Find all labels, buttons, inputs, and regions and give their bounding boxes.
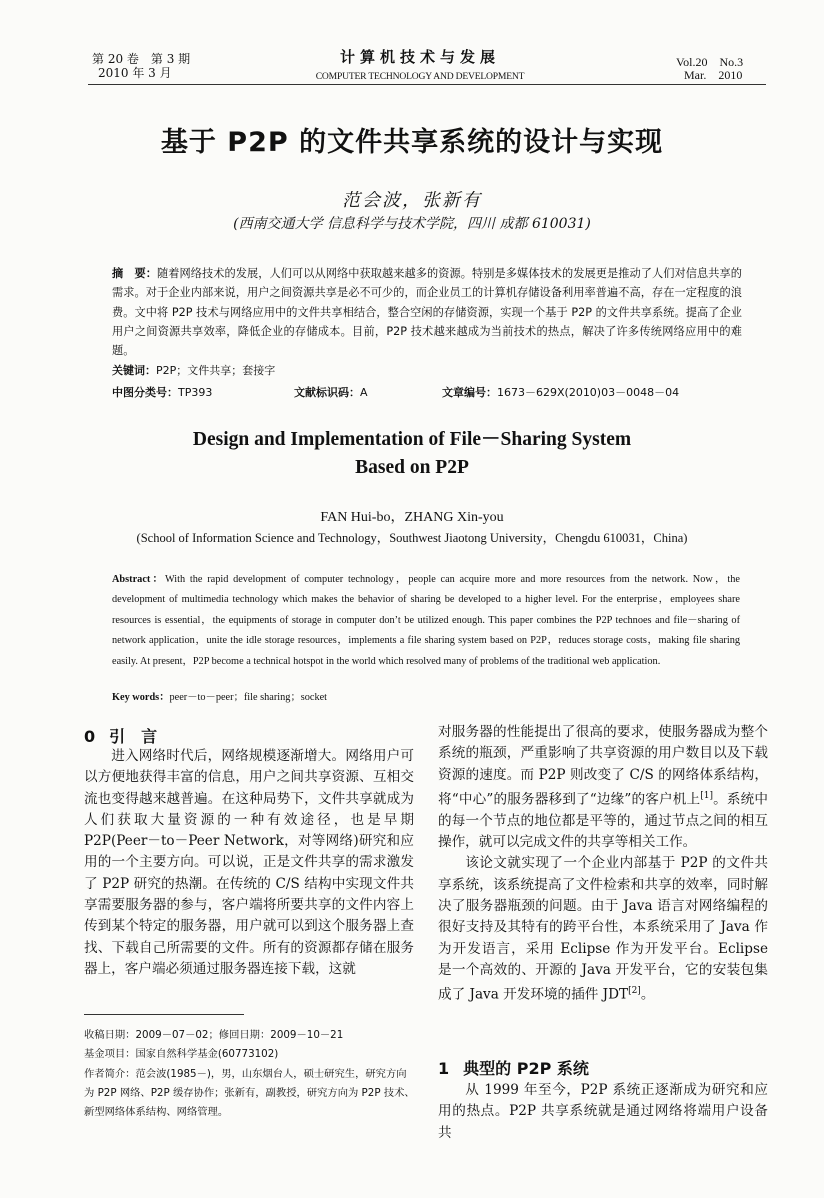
paragraph-text: 对服务器的性能提出了很高的要求，使服务器成为整个系统的瓶颈，严重影响了共享资源的用户数目以及下载资源的速度。而 P2P 则改变了 C/S 的网络体系结构，将“中心”的服务器移到了“边缘”的客户机上 — [438, 724, 768, 808]
affiliation-en: (School of Information Science and Technology，Southwest Jiaotong University，Chengdu 610031，China) — [136, 531, 688, 545]
paragraph-text: 该论文就实现了一个企业内部基于 P2P 的文件共享系统，该系统提高了文件检索和共享的效率，同时解决了服务器瓶颈的问题。由于 Java 语言对网络编程的很好支持及其特有的跨平台性，本系统采用了 Java 作为开发语言，采用 Eclipse 作为开发平台。Eclipse 是一个高效的、开源的 Java 开发平台，它的安装包集成了 Java 开发环境的插件 JDT — [438, 855, 768, 1003]
article-label: 文章编号： — [442, 386, 497, 399]
paragraph-text: 。系统中的每一个节点的地位都是平等的，通过节点之间的相互操作，就可以完成文件的共享等相关工作。 — [438, 791, 769, 851]
keywords-en — [112, 688, 327, 703]
volume-issue-en: Vol.20 No.3 — [676, 55, 744, 69]
keywords-cn-label: 关键词： — [112, 364, 156, 377]
authors-en: FAN Hui-bo，ZHANG Xin-you — [320, 510, 504, 525]
abstract-en — [112, 570, 740, 672]
affiliation-cn: (西南交通大学 信息科学与技术学院，四川 成都 610031) — [233, 216, 591, 232]
footnote-fund: 基金项目：国家自然科学基金(60773102) — [84, 1048, 279, 1061]
body-paragraph: 从 1999 年至今，P2P 系统正逐渐成为研究和应用的热点。P2P 共享系统就是通过网络将端用户设备共 — [438, 1082, 768, 1141]
abstract-en-text: With the rapid development of computer technology，people can acquire more and more resources from the network. Now，the development of multimedia technology which makes the behavior of sharing be developed to a higher level. For the enterprise，employees share resources is essential，the equipments of storage in computer don’t be utilized enough. This paper combines the P2P technoes and file－sharing of network application，unite the idle storage resources，implements a file sharing system based on P2P，reduces storage costs，making file sharing easily. At present，P2P become a technical hotspot in the world which resolved many of problems of the traditional web application. — [112, 574, 740, 667]
title-en-line2: Based on P2P — [355, 457, 469, 478]
keywords-cn-text: P2P；文件共享；套接字 — [156, 364, 276, 377]
journal-title — [300, 46, 540, 82]
paper-title-en — [60, 426, 764, 482]
document-code — [294, 384, 368, 400]
abstract-cn-text: 随着网络技术的发展，人们可以从网络中获取越来越多的资源。特别是多媒体技术的发展更是推动了人们对信息共享的需求。对于企业内部来说，用户之间资源共享是必不可少的，而企业员工的计算机存储设备利用率普遍不高，存在一定程度的浪费。文中将 P2P 技术与网络应用中的文件共享相结合，整合空闲的存储资源，实现一个基于 P2P 的文件共享系统。提高了企业用户之间资源共享效率，降低企业的存储成本。目前，P2P 技术越来越成为当前技术的热点，解决了许多传统网络应用中的难题。 — [112, 267, 742, 358]
article-number — [442, 384, 679, 400]
abstract-en-label: Abstract： — [112, 574, 165, 585]
footnote-bio: 新型网络体系结构、网络管理。 — [84, 1106, 229, 1119]
keywords-en-text: peer－to－peer；file sharing；socket — [169, 692, 328, 703]
section1-body — [438, 1080, 768, 1144]
title-en-line1: Design and Implementation of File－Sharing System — [192, 429, 632, 450]
footnote-received: 收稿日期：2009－07－02；修回日期：2009－10－21 — [84, 1029, 344, 1041]
authors-cn: 范会波，张新有 — [342, 190, 482, 211]
body-paragraph — [438, 853, 768, 1006]
header-divider — [88, 84, 766, 85]
abstract-cn — [112, 264, 742, 360]
clc-label: 中图分类号： — [112, 386, 178, 399]
left-column-body — [84, 746, 414, 980]
date-en: Mar. 2010 — [684, 68, 743, 82]
doc-value: A — [360, 386, 368, 399]
clc-value: TP393 — [178, 386, 213, 399]
body-paragraph-continued — [438, 722, 768, 853]
citation-ref[interactable]: [2] — [628, 986, 641, 997]
date-cn: 2010 年 3 月 — [98, 66, 172, 80]
footnote-divider — [84, 1014, 244, 1015]
section-title: 引 言 — [109, 727, 158, 746]
section-heading-typical-p2p — [438, 1056, 589, 1082]
paragraph-text: 。 — [640, 986, 655, 1003]
section-title: 典型的 P2P 系统 — [463, 1059, 589, 1078]
right-column-body — [438, 722, 768, 1006]
footnote-bio: 作者简介：范会波(1985－)，男，山东烟台人，硕士研究生，研究方向 — [84, 1067, 407, 1080]
footnotes — [84, 1026, 414, 1122]
doc-label: 文献标识码： — [294, 386, 360, 399]
body-paragraph: 进入网络时代后，网络规模逐渐增大。网络用户可以方便地获得丰富的信息，用户之间共享资源、互相交流也变得越来越普遍。在这种局势下，文件共享就成为人们获取大量资源的一种有效途径，也是早期 P2P(Peer－to－Peer Network，对等网络)研究和应用的一个主要方向。可以说，正是文件共享的需求激发了 P2P 研究的热潮。在传统的 C/S 结构中实现文件共享需要服务器的参与，客户端将所要共享的文件内容上传到某个特定的服务器，用户就可以到这个服务器上查找、下载自己所需要的文件。所有的资源都存储在服务器上，客户端必须通过服务器连接下载，这就 — [84, 748, 414, 977]
citation-ref[interactable]: [1] — [700, 790, 713, 801]
footnote-bio: 为 P2P 网络、P2P 缓存协作；张新有，副教授，研究方向为 P2P 技术、 — [84, 1086, 415, 1099]
header-issue-cn — [92, 52, 191, 80]
journal-name-en: COMPUTER TECHNOLOGY AND DEVELOPMENT — [315, 71, 525, 82]
volume-issue-cn: 第 20 卷 第 3 期 — [92, 52, 191, 66]
article-value: 1673－629X(2010)03－0048－04 — [497, 386, 680, 399]
paper-title-cn: 基于 P2P 的文件共享系统的设计与实现 — [160, 127, 664, 158]
section-number: 1 — [438, 1059, 450, 1078]
clc-number — [112, 384, 212, 400]
abstract-cn-label: 摘 要： — [112, 267, 158, 280]
keywords-en-label: Key words： — [112, 692, 170, 703]
keywords-cn — [112, 362, 275, 378]
section-number: 0 — [84, 727, 96, 746]
header-issue-en — [676, 56, 766, 82]
journal-name-cn: 计算机技术与发展 — [339, 48, 500, 66]
